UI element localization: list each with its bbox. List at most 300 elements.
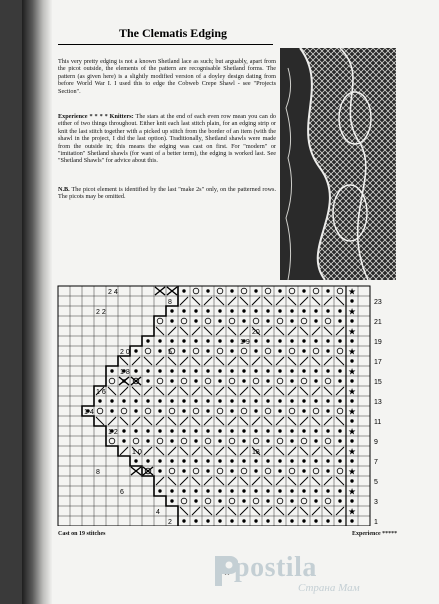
chart-stitch-dot (290, 429, 293, 432)
chart-stitch-yo (193, 408, 199, 414)
chart-stitch-yo (289, 408, 295, 414)
chart-stitch-k2tog (180, 477, 188, 485)
chart-stitch-dot (194, 379, 197, 382)
chart-row-number: 6 (120, 489, 124, 496)
chart-side-row-number: 23 (374, 299, 382, 306)
chart-stitch-ssk (108, 387, 116, 395)
chart-stitch-dot (314, 369, 317, 372)
chart-stitch-dot (98, 399, 101, 402)
chart-stitch-dot (314, 319, 317, 322)
chart-stitch-dot (170, 309, 173, 312)
chart-side-row-number: 17 (374, 359, 382, 366)
chart-row-number: 2 (168, 519, 172, 526)
chart-stitch-dot (350, 439, 353, 442)
chart-stitch-dot (170, 499, 173, 502)
chart-stitch-dot (326, 409, 329, 412)
chart-stitch-k2tog (192, 387, 200, 395)
chart-stitch-dot (182, 399, 185, 402)
chart-stitch-dot (350, 359, 353, 362)
chart-stitch-yo (301, 498, 307, 504)
chart-stitch-dot (290, 499, 293, 502)
chart-row-number: 20 (252, 329, 260, 336)
chart-stitch-k2tog (204, 297, 212, 305)
chart-stitch-ssk (156, 447, 164, 455)
chart-stitch-dot (302, 459, 305, 462)
chart-stitch-dot (254, 429, 257, 432)
chart-stitch-dot (218, 489, 221, 492)
chart-stitch-k2tog (204, 477, 212, 485)
chart-stitch-dot (314, 519, 317, 522)
chart-row-number: 1 4 (84, 409, 94, 416)
watermark-name: postila (234, 552, 317, 583)
chart-stitch-dot (254, 459, 257, 462)
chart-stitch-yo (217, 468, 223, 474)
chart-stitch-dot (266, 399, 269, 402)
chart-stitch-dot (182, 339, 185, 342)
chart-stitch-dot (134, 349, 137, 352)
chart-stitch-dot (254, 349, 257, 352)
chart-stitch-ssk (192, 477, 200, 485)
chart-stitch-dot (242, 459, 245, 462)
chart-stitch-k2tog (252, 297, 260, 305)
chart-stitch-dot (278, 489, 281, 492)
chart-stitch-yo (289, 288, 295, 294)
chart-stitch-ssk (336, 297, 344, 305)
chart-stitch-dot (338, 499, 341, 502)
chart-stitch-dot (266, 369, 269, 372)
chart-stitch-k2tog (180, 297, 188, 305)
chart-stitch-ssk (204, 387, 212, 395)
chart-stitch-dot (242, 489, 245, 492)
chart-stitch-dot (254, 309, 257, 312)
chart-stitch-k2tog (168, 387, 176, 395)
chart-stitch-dot (218, 459, 221, 462)
chart-star-stitch: ★ (347, 447, 357, 458)
chart-stitch-k2tog (240, 327, 248, 335)
chart-row-number: 1 8 (120, 369, 130, 376)
chart-stitch-k2tog (288, 507, 296, 515)
chart-stitch-dot (194, 489, 197, 492)
chart-stitch-k2tog (300, 417, 308, 425)
chart-stitch-ssk (204, 327, 212, 335)
chart-stitch-ssk (228, 447, 236, 455)
chart-stitch-yo (181, 498, 187, 504)
chart-stitch-dot (326, 349, 329, 352)
chart-stitch-dot (242, 309, 245, 312)
chart-stitch-dot (278, 399, 281, 402)
chart-stitch-ssk (324, 507, 332, 515)
chart-stitch-yo (181, 378, 187, 384)
experience-rating: Experience ***** (352, 531, 398, 537)
chart-stitch-dot (158, 339, 161, 342)
chart-stitch-dot (194, 439, 197, 442)
chart-stitch-yo (217, 408, 223, 414)
chart-stitch-dot (350, 339, 353, 342)
chart-stitch-dot (254, 289, 257, 292)
chart-stitch-yo (325, 378, 331, 384)
chart-stitch-ssk (144, 357, 152, 365)
chart-stitch-dot (218, 339, 221, 342)
chart-stitch-k2tog (264, 447, 272, 455)
chart-stitch-k2tog (216, 327, 224, 335)
chart-stitch-dot (290, 459, 293, 462)
chart-stitch-yo (325, 498, 331, 504)
chart-stitch-dot (134, 369, 137, 372)
chart-stitch-yo (229, 318, 235, 324)
chart-stitch-dot (146, 339, 149, 342)
chart-stitch-dot (158, 469, 161, 472)
chart-stitch-dot (338, 429, 341, 432)
chart-stitch-dot (182, 519, 185, 522)
chart-stitch-ssk (312, 417, 320, 425)
chart-stitch-k2tog (276, 417, 284, 425)
chart-stitch-ssk (120, 357, 128, 365)
chart-stitch-k2tog (288, 447, 296, 455)
chart-stitch-dot (194, 459, 197, 462)
chart-stitch-yo (313, 288, 319, 294)
chart-stitch-ssk (228, 327, 236, 335)
page-title: The Clematis Edging (118, 26, 227, 40)
chart-stitch-yo (241, 348, 247, 354)
chart-stitch-dot (206, 489, 209, 492)
chart-stitch-dot (218, 379, 221, 382)
chart-stitch-dot (338, 439, 341, 442)
chart-stitch-dot (230, 429, 233, 432)
chart-stitch-k2tog (156, 357, 164, 365)
chart-stitch-ssk (288, 477, 296, 485)
chart-stitch-dot (194, 429, 197, 432)
chart-stitch-dot (158, 369, 161, 372)
chart-row-number: 1 6 (96, 389, 106, 396)
chart-stitch-dot (266, 519, 269, 522)
chart-stitch-k2tog (228, 477, 236, 485)
chart-stitch-yo (229, 378, 235, 384)
chart-stitch-k2tog (312, 507, 320, 515)
chart-stitch-dot (326, 399, 329, 402)
experience-label: Experience * * * * Knitters: (58, 113, 134, 120)
chart-stitch-yo (109, 438, 115, 444)
chart-stitch-dot (170, 429, 173, 432)
chart-stitch-dot (338, 399, 341, 402)
chart-stitch-dot (206, 399, 209, 402)
chart-star-stitch: ★ (347, 507, 357, 518)
chart-stitch-k2tog (300, 357, 308, 365)
chart-stitch-dot (146, 429, 149, 432)
chart-stitch-k2tog (180, 357, 188, 365)
chart-stitch-dot (122, 399, 125, 402)
chart-stitch-yo (205, 318, 211, 324)
chart-stitch-ssk (132, 387, 140, 395)
chart-stitch-k2tog (204, 417, 212, 425)
cast-on-note: Cast on 19 stitches (58, 531, 106, 537)
chart-stitch-ssk (168, 357, 176, 365)
chart-stitch-dot (254, 469, 257, 472)
chart-stitch-k2tog (312, 327, 320, 335)
chart-stitch-dot (194, 339, 197, 342)
chart-stitch-ssk (228, 387, 236, 395)
chart-stitch-dot (170, 489, 173, 492)
chart-stitch-dot (194, 319, 197, 322)
chart-stitch-dot (266, 489, 269, 492)
chart-stitch-dot (230, 469, 233, 472)
chart-stitch-ssk (252, 507, 260, 515)
chart-stitch-dot (170, 379, 173, 382)
chart-stitch-dot (182, 349, 185, 352)
chart-stitch-yo (169, 468, 175, 474)
chart-stitch-dot (218, 499, 221, 502)
chart-stitch-yo (253, 378, 259, 384)
chart-stitch-ssk (240, 297, 248, 305)
experience-text: The stars at the end of each even row mean you can do either of two things throughout. Either knit each last stitch plain, for an edging strip or knit the last stitch together with a picked up stitch from the border of an item (with the shawl in the project, I did the last option). Traditionally, Shetland shawls were made from the outside in; this means the edging was cast on first. For "modern" or "imitation" Shetland shawls (for want of a better term), the edging is worked last. See "Shetland Shawls" for advice about this. (58, 113, 277, 165)
chart-stitch-dot (146, 399, 149, 402)
chart-stitch-k2tog (144, 387, 152, 395)
chart-stitch-yo (109, 378, 115, 384)
chart-stitch-yo (205, 498, 211, 504)
chart-stitch-dot (122, 439, 125, 442)
chart-stitch-yo (337, 348, 343, 354)
chart-stitch-k2tog (264, 387, 272, 395)
chart-stitch-dot (146, 379, 149, 382)
chart-stitch-dot (182, 289, 185, 292)
chart-stitch-yo (265, 408, 271, 414)
book-spine (22, 0, 52, 604)
chart-stitch-yo (301, 378, 307, 384)
chart-stitch-yo (313, 468, 319, 474)
chart-stitch-dot (314, 499, 317, 502)
chart-picot-cross (167, 287, 177, 295)
chart-stitch-dot (278, 369, 281, 372)
chart-stitch-dot (302, 429, 305, 432)
chart-stitch-k2tog (228, 417, 236, 425)
chart-stitch-ssk (264, 417, 272, 425)
chart-stitch-yo (193, 348, 199, 354)
chart-stitch-yo (181, 318, 187, 324)
chart-stitch-ssk (336, 477, 344, 485)
chart-stitch-dot (230, 349, 233, 352)
nb-label: N.B. (58, 186, 70, 193)
chart-row-number: 2 0 (120, 349, 130, 356)
chart-stitch-dot (278, 289, 281, 292)
chart-stitch-yo (253, 498, 259, 504)
chart-stitch-yo (265, 468, 271, 474)
chart-stitch-dot (350, 479, 353, 482)
chart-stitch-dot (314, 379, 317, 382)
chart-stitch-dot (242, 319, 245, 322)
chart-stitch-dot (146, 369, 149, 372)
chart-stitch-dot (290, 339, 293, 342)
chart-stitch-yo (301, 438, 307, 444)
chart-stitch-k2tog (192, 507, 200, 515)
chart-stitch-dot (242, 369, 245, 372)
chart-stitch-yo (229, 438, 235, 444)
chart-stitch-dot (302, 489, 305, 492)
chart-stitch-dot (326, 309, 329, 312)
chart-stitch-dot (218, 439, 221, 442)
chart-stitch-yo (277, 438, 283, 444)
chart-stitch-yo (301, 318, 307, 324)
chart-stitch-dot (146, 459, 149, 462)
chart-stitch-k2tog (120, 447, 128, 455)
chart-stitch-ssk (180, 387, 188, 395)
chart-stitch-ssk (288, 357, 296, 365)
chart-stitch-dot (242, 519, 245, 522)
chart-stitch-ssk (240, 477, 248, 485)
chart-stitch-dot (290, 439, 293, 442)
knitting-chart-svg (56, 284, 404, 526)
chart-stitch-dot (350, 419, 353, 422)
chart-stitch-dot (170, 399, 173, 402)
chart-row-number: 8 (168, 299, 172, 306)
chart-stitch-ssk (324, 447, 332, 455)
chart-stitch-dot (290, 319, 293, 322)
chart-stitch-dot (242, 379, 245, 382)
chart-stitch-k2tog (252, 357, 260, 365)
chart-stitch-dot (350, 399, 353, 402)
chart-stitch-dot (254, 489, 257, 492)
chart-stitch-yo (205, 438, 211, 444)
chart-stitch-k2tog (252, 417, 260, 425)
chart-stitch-yo (181, 438, 187, 444)
chart-stitch-dot (110, 409, 113, 412)
chart-stitch-ssk (204, 447, 212, 455)
chart-stitch-dot (158, 489, 161, 492)
chart-stitch-dot (206, 349, 209, 352)
chart-stitch-yo (121, 408, 127, 414)
chart-stitch-dot (206, 289, 209, 292)
chart-stitch-yo (289, 468, 295, 474)
chart-stitch-dot (206, 469, 209, 472)
chart-stitch-k2tog (192, 327, 200, 335)
chart-stitch-dot (134, 459, 137, 462)
chart-stitch-dot (350, 379, 353, 382)
chart-stitch-yo (157, 318, 163, 324)
chart-stitch-k2tog (264, 327, 272, 335)
chart-stitch-dot (158, 429, 161, 432)
chart-stitch-dot (122, 429, 125, 432)
chart-stitch-yo (277, 378, 283, 384)
chart-row-number: 1 0 (132, 449, 142, 456)
chart-stitch-ssk (312, 477, 320, 485)
chart-stitch-dot (278, 519, 281, 522)
chart-stitch-dot (206, 519, 209, 522)
chart-stitch-dot (230, 459, 233, 462)
chart-side-row-number: 9 (374, 439, 378, 446)
chart-stitch-yo (265, 288, 271, 294)
chart-stitch-dot (302, 349, 305, 352)
chart-stitch-ssk (216, 417, 224, 425)
chart-stitch-dot (158, 459, 161, 462)
chart-stitch-dot (206, 459, 209, 462)
chart-row-number: 8 (96, 469, 100, 476)
chart-star-stitch: ★ (347, 307, 357, 318)
chart-stitch-yo (241, 408, 247, 414)
chart-stitch-dot (194, 499, 197, 502)
chart-stitch-dot (110, 399, 113, 402)
chart-star-stitch: ★ (347, 467, 357, 478)
chart-stitch-dot (182, 409, 185, 412)
chart-stitch-dot (350, 319, 353, 322)
chart-stitch-k2tog (216, 447, 224, 455)
chart-stitch-ssk (300, 447, 308, 455)
chart-side-row-number: 19 (374, 339, 382, 346)
chart-stitch-dot (314, 429, 317, 432)
chart-stitch-dot (170, 459, 173, 462)
chart-stitch-ssk (96, 417, 104, 425)
chart-stitch-dot (350, 459, 353, 462)
knitting-chart (56, 284, 404, 526)
chart-stitch-dot (278, 469, 281, 472)
chart-star-stitch: ★ (347, 427, 357, 438)
chart-row-number: 1 9 (240, 339, 250, 346)
chart-stitch-dot (254, 339, 257, 342)
chart-stitch-yo (241, 288, 247, 294)
chart-stitch-yo (217, 348, 223, 354)
chart-stitch-dot (218, 429, 221, 432)
chart-stitch-dot (302, 519, 305, 522)
chart-stitch-dot (206, 369, 209, 372)
chart-stitch-k2tog (324, 417, 332, 425)
chart-stitch-ssk (276, 327, 284, 335)
chart-stitch-dot (278, 349, 281, 352)
chart-stitch-ssk (228, 507, 236, 515)
chart-stitch-dot (326, 459, 329, 462)
chart-stitch-dot (326, 339, 329, 342)
chart-stitch-dot (266, 309, 269, 312)
chart-stitch-k2tog (228, 357, 236, 365)
chart-stitch-yo (337, 288, 343, 294)
chart-stitch-k2tog (252, 477, 260, 485)
chart-stitch-dot (182, 369, 185, 372)
chart-stitch-yo (253, 438, 259, 444)
chart-stitch-ssk (180, 507, 188, 515)
chart-stitch-dot (338, 519, 341, 522)
chart-stitch-k2tog (192, 447, 200, 455)
chart-stitch-dot (230, 309, 233, 312)
chart-stitch-dot (230, 399, 233, 402)
chart-stitch-dot (158, 409, 161, 412)
chart-stitch-dot (206, 309, 209, 312)
chart-stitch-ssk (192, 297, 200, 305)
chart-stitch-ssk (264, 357, 272, 365)
chart-stitch-dot (326, 429, 329, 432)
chart-star-stitch: ★ (347, 367, 357, 378)
chart-stitch-dot (302, 339, 305, 342)
chart-side-row-number: 5 (374, 479, 378, 486)
chart-stitch-yo (265, 348, 271, 354)
chart-stitch-k2tog (108, 417, 116, 425)
chart-stitch-dot (302, 289, 305, 292)
chart-stitch-dot (170, 319, 173, 322)
chart-stitch-dot (146, 439, 149, 442)
chart-stitch-dot (206, 409, 209, 412)
chart-stitch-dot (254, 399, 257, 402)
chart-stitch-dot (326, 289, 329, 292)
chart-stitch-k2tog (324, 477, 332, 485)
chart-stitch-k2tog (240, 387, 248, 395)
chart-stitch-k2tog (336, 387, 344, 395)
chart-stitch-ssk (276, 507, 284, 515)
chart-stitch-yo (145, 348, 151, 354)
chart-stitch-k2tog (240, 507, 248, 515)
chart-stitch-ssk (216, 357, 224, 365)
chart-stitch-dot (242, 429, 245, 432)
chart-stitch-dot (302, 469, 305, 472)
chart-stitch-yo (337, 468, 343, 474)
chart-side-row-number: 7 (374, 459, 378, 466)
chart-stitch-dot (134, 399, 137, 402)
chart-row-number: 4 (156, 509, 160, 516)
chart-stitch-yo (313, 348, 319, 354)
